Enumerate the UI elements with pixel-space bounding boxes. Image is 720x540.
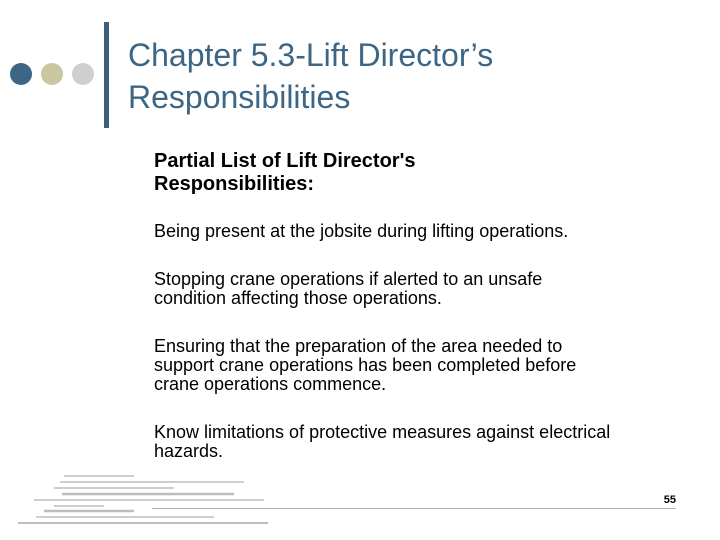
list-item: Know limitations of protective measures against electrical hazards. [154, 422, 611, 461]
logo-graphic [14, 470, 272, 530]
dot-icon [72, 63, 94, 85]
decorative-dots [10, 63, 100, 85]
list-item: Stopping crane operations if alerted to an unsafe condition affecting those operations. [154, 269, 543, 308]
list-item: Being present at the jobsite during lifting operations. [154, 221, 569, 241]
faded-document-logo-icon [14, 470, 272, 530]
subheading [154, 150, 694, 196]
list-item: Ensuring that the preparation of the area needed to support crane operations has been completed before crane operations commence. [154, 336, 577, 394]
slide-body [154, 150, 694, 490]
slide-title-line: Responsibilities [128, 79, 351, 115]
page-number: 55 [663, 494, 676, 506]
dot-icon [41, 63, 63, 85]
responsibility-list [154, 222, 694, 461]
dot-icon [10, 63, 32, 85]
slide-title [128, 34, 688, 118]
subheading-line: Partial List of Lift Director's [154, 150, 416, 172]
title-accent-bar [104, 22, 109, 128]
subheading-line: Responsibilities: [154, 173, 315, 195]
slide-title-line: Chapter 5.3-Lift Director’s [128, 37, 494, 73]
